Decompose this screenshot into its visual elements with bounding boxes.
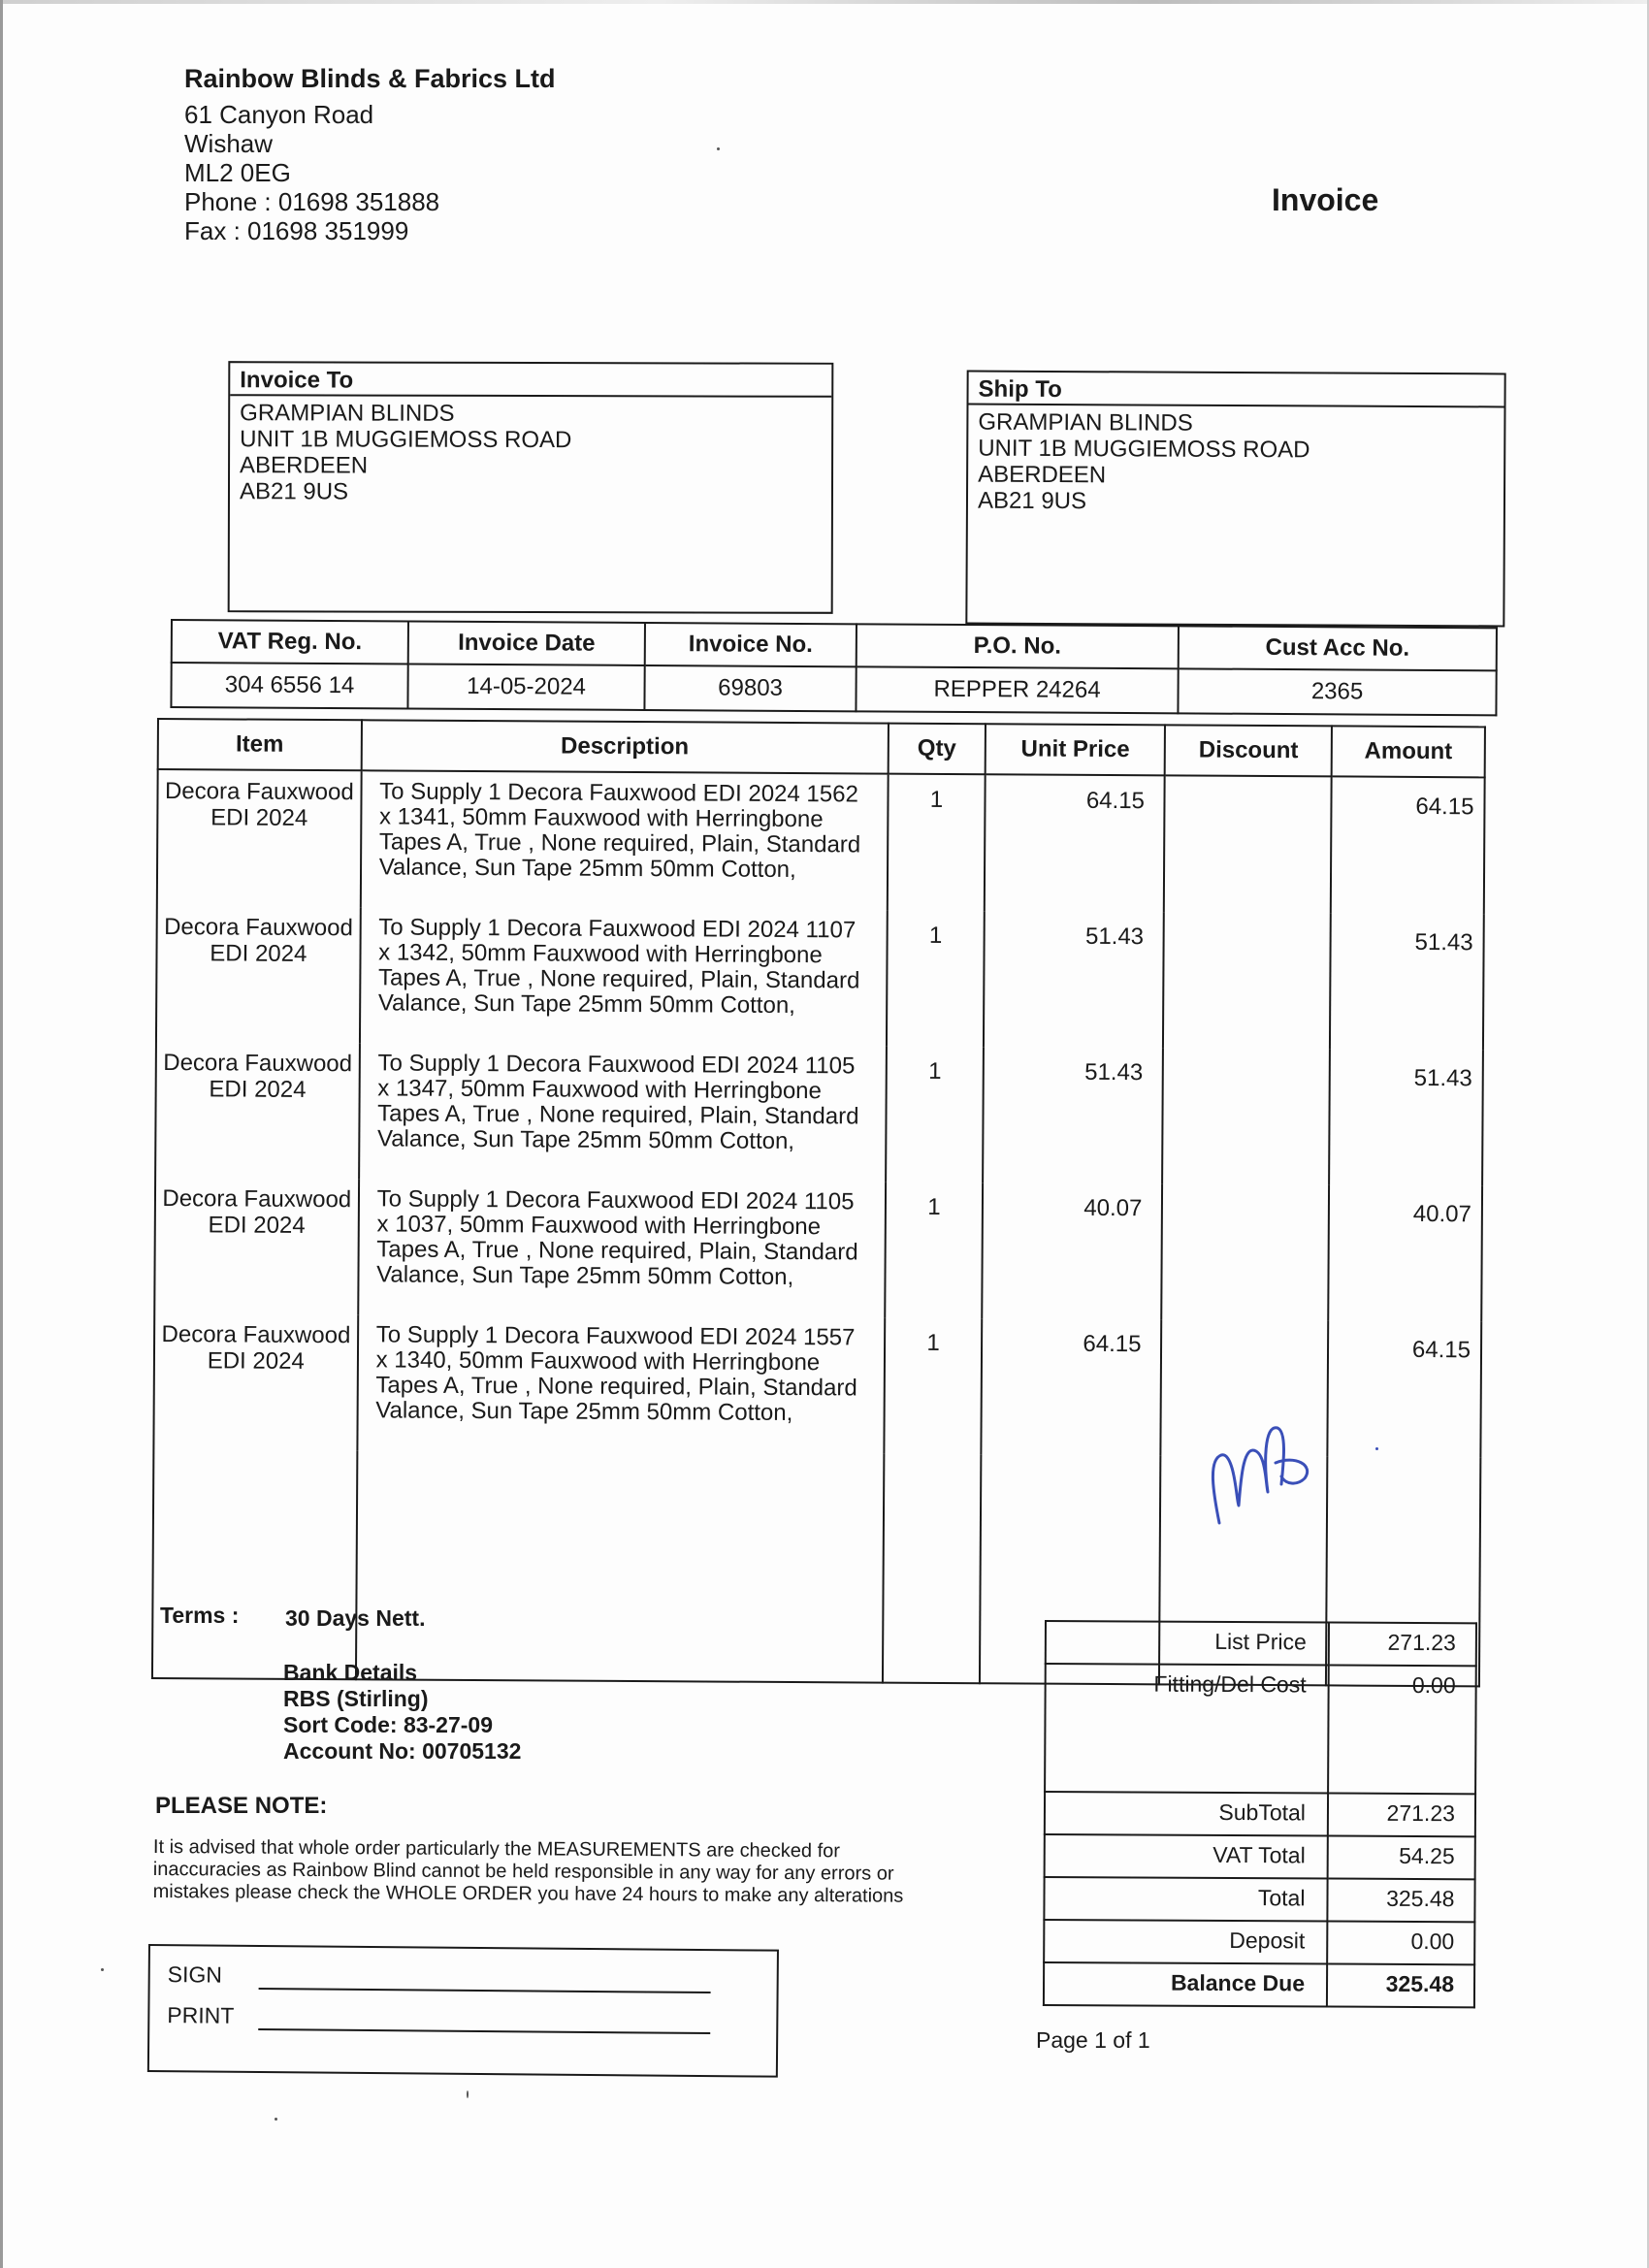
address-line: ABERDEEN xyxy=(240,452,369,479)
scan-speck xyxy=(467,2090,469,2098)
invoice-to-label: Invoice To xyxy=(230,363,831,398)
scan-speck xyxy=(717,147,720,150)
balance-due-value: 325.48 xyxy=(1327,1964,1474,2008)
amount-cell: 51.43 xyxy=(1329,1049,1483,1185)
fitting-value: 0.00 xyxy=(1328,1666,1476,1795)
desc-line: Valance, Sun Tape 25mm 50mm Cotton, xyxy=(375,1397,793,1427)
invoice-to-box xyxy=(228,361,834,614)
company-phone: Phone : 01698 351888 xyxy=(184,187,440,216)
subtotal-value: 271.23 xyxy=(1328,1794,1475,1837)
balance-due-label: Balance Due xyxy=(1044,1962,1327,2007)
amount-header: Amount xyxy=(1332,726,1485,777)
subtotal-row xyxy=(1045,1792,1475,1836)
qty-cell: 1 xyxy=(887,911,985,1048)
desc-line: Valance, Sun Tape 25mm 50mm Cotton, xyxy=(378,854,796,884)
description-cell xyxy=(358,1179,886,1317)
deposit-row xyxy=(1044,1920,1474,1964)
items-header-row xyxy=(158,719,1485,777)
unit-price-cell: 64.15 xyxy=(982,1318,1162,1455)
description-cell xyxy=(357,1314,885,1453)
table-row xyxy=(156,906,1484,1050)
total-value: 325.48 xyxy=(1327,1879,1474,1923)
desc-line: x 1340, 50mm Fauxwood with Herringbone xyxy=(375,1346,821,1377)
item-cell xyxy=(157,769,362,907)
table-row xyxy=(154,1178,1482,1321)
handwritten-initials-mb xyxy=(1208,1416,1324,1547)
empty-cell xyxy=(883,1454,982,1684)
invoice-no-header: Invoice No. xyxy=(645,623,857,666)
sign-print-box xyxy=(147,1944,779,2078)
unit-price-cell: 40.07 xyxy=(982,1183,1162,1319)
address-line: AB21 9US xyxy=(239,478,349,505)
account-number: Account No: 00705132 xyxy=(283,1738,522,1764)
vat-row xyxy=(1045,1834,1475,1879)
print-label: PRINT xyxy=(167,2002,235,2028)
qty-cell: 1 xyxy=(884,1318,982,1455)
company-name: Rainbow Blinds & Fabrics Ltd xyxy=(184,64,556,93)
desc-line: Valance, Sun Tape 25mm 50mm Cotton, xyxy=(376,1125,795,1155)
company-address-line: 61 Canyon Road xyxy=(184,100,374,129)
address-line: GRAMPIAN BLINDS xyxy=(240,400,455,427)
invoice-date-value: 14-05-2024 xyxy=(407,664,644,709)
invoice-info-table xyxy=(170,619,1498,716)
item-code: EDI 2024 xyxy=(207,1347,305,1375)
ship-to-address xyxy=(968,405,1504,521)
qty-header: Qty xyxy=(889,724,986,775)
item-cell xyxy=(154,1178,359,1314)
desc-line: x 1037, 50mm Fauxwood with Herringbone xyxy=(376,1211,822,1241)
item-cell xyxy=(153,1313,358,1450)
table-row xyxy=(157,769,1485,914)
description-cell xyxy=(360,907,888,1046)
company-address-line: Wishaw xyxy=(184,129,274,158)
company-address-line: ML2 0EG xyxy=(184,158,291,187)
desc-line: Tapes A, True , None required, Plain, Standard xyxy=(377,964,860,994)
item-name: Decora Fauxwood xyxy=(162,1185,352,1214)
item-code: EDI 2024 xyxy=(209,1076,307,1103)
desc-line: Tapes A, True , None required, Plain, Standard xyxy=(377,1100,859,1130)
unit-price-cell: 51.43 xyxy=(984,911,1164,1048)
item-name: Decora Fauxwood xyxy=(161,1321,351,1349)
fitting-label: Fitting/Del Cost xyxy=(1045,1664,1329,1794)
scan-edge-left xyxy=(0,0,3,2268)
table-row xyxy=(155,1042,1483,1185)
subtotal-label: SubTotal xyxy=(1045,1792,1328,1836)
item-header: Item xyxy=(158,719,362,770)
discount-cell xyxy=(1162,1183,1330,1320)
company-fax: Fax : 01698 351999 xyxy=(184,216,409,245)
qty-cell: 1 xyxy=(886,1047,984,1183)
desc-line: x 1342, 50mm Fauxwood with Herringbone xyxy=(378,939,823,969)
cust-acc-value: 2365 xyxy=(1178,668,1496,715)
desc-line: Tapes A, True , None required, Plain, Standard xyxy=(375,1372,857,1402)
description-header: Description xyxy=(361,720,888,773)
bank-details xyxy=(283,1660,521,1765)
po-no-header: P.O. No. xyxy=(857,624,1179,668)
item-name: Decora Fauxwood xyxy=(164,914,353,942)
total-row xyxy=(1044,1877,1474,1922)
fitting-row xyxy=(1045,1664,1476,1794)
unit-price-cell: 51.43 xyxy=(983,1047,1163,1183)
scan-edge-top xyxy=(0,0,1649,4)
vat-label: VAT Total xyxy=(1045,1834,1328,1879)
ink-speck xyxy=(1375,1447,1378,1450)
please-note-title: PLEASE NOTE: xyxy=(155,1793,328,1819)
note-line: It is advised that whole order particularly the MEASUREMENTS are checked for xyxy=(152,1836,841,1863)
totals-table xyxy=(1043,1620,1477,2008)
list-price-label: List Price xyxy=(1046,1621,1329,1666)
terms-value: 30 Days Nett. xyxy=(285,1605,426,1631)
print-field[interactable] xyxy=(258,2028,710,2034)
sign-field[interactable] xyxy=(259,1988,711,1993)
deposit-value: 0.00 xyxy=(1327,1922,1474,1965)
desc-line: To Supply 1 Decora Fauxwood EDI 2024 1105 xyxy=(377,1050,856,1080)
address-line: AB21 9US xyxy=(977,487,1087,515)
amount-cell: 64.15 xyxy=(1328,1320,1482,1457)
unit-price-header: Unit Price xyxy=(986,724,1166,775)
amount-cell: 51.43 xyxy=(1330,913,1484,1050)
empty-cell xyxy=(152,1449,357,1679)
document-title: Invoice xyxy=(1272,182,1379,217)
desc-line: Tapes A, True , None required, Plain, Standard xyxy=(378,828,861,859)
desc-line: To Supply 1 Decora Fauxwood EDI 2024 1105 xyxy=(376,1185,855,1215)
empty-cell xyxy=(356,1450,885,1682)
item-code: EDI 2024 xyxy=(208,1212,306,1239)
ship-to-label: Ship To xyxy=(969,373,1504,408)
sign-label: SIGN xyxy=(167,1961,223,1988)
discount-cell xyxy=(1164,775,1332,913)
cust-acc-header: Cust Acc No. xyxy=(1179,626,1497,670)
po-no-value: REPPER 24264 xyxy=(856,666,1178,713)
address-line: UNIT 1B MUGGIEMOSS ROAD xyxy=(240,426,572,454)
item-name: Decora Fauxwood xyxy=(164,778,354,806)
invoice-no-value: 69803 xyxy=(644,665,856,711)
vat-value: 54.25 xyxy=(1328,1836,1475,1880)
discount-header: Discount xyxy=(1165,725,1332,776)
bank-name: RBS (Stirling) xyxy=(283,1686,429,1711)
invoice-date-header: Invoice Date xyxy=(408,621,645,664)
scan-speck xyxy=(101,1968,104,1971)
desc-line: To Supply 1 Decora Fauxwood EDI 2024 1107 xyxy=(378,914,857,944)
desc-line: x 1347, 50mm Fauxwood with Herringbone xyxy=(377,1075,822,1105)
discount-cell xyxy=(1163,912,1331,1049)
vat-reg-header: VAT Reg. No. xyxy=(172,620,408,664)
qty-cell: 1 xyxy=(888,774,986,912)
info-value-row xyxy=(171,663,1496,715)
note-line: inaccuracies as Rainbow Blind cannot be held responsible in any way for any errors or xyxy=(152,1858,894,1885)
address-line: UNIT 1B MUGGIEMOSS ROAD xyxy=(978,435,1310,464)
desc-line: To Supply 1 Decora Fauxwood EDI 2024 1562 xyxy=(379,778,858,808)
desc-line: x 1341, 50mm Fauxwood with Herringbone xyxy=(378,803,824,833)
balance-due-row xyxy=(1044,1962,1474,2007)
vat-reg-value: 304 6556 14 xyxy=(171,663,407,708)
total-label: Total xyxy=(1044,1877,1327,1922)
address-line: GRAMPIAN BLINDS xyxy=(978,408,1193,437)
desc-line: To Supply 1 Decora Fauxwood EDI 2024 1557 xyxy=(375,1321,856,1351)
please-note-body xyxy=(153,1836,1046,1909)
desc-line: Valance, Sun Tape 25mm 50mm Cotton, xyxy=(377,989,795,1020)
item-name: Decora Fauxwood xyxy=(163,1050,353,1078)
description-cell xyxy=(360,770,888,910)
amount-cell: 40.07 xyxy=(1328,1184,1482,1321)
item-cell xyxy=(155,1042,360,1179)
ship-to-box xyxy=(965,371,1505,628)
desc-line: Valance, Sun Tape 25mm 50mm Cotton, xyxy=(376,1261,794,1291)
bank-details-title: Bank Details xyxy=(283,1660,418,1685)
scan-speck xyxy=(275,2118,277,2121)
note-line: mistakes please check the WHOLE ORDER you have 24 hours to make any alterations xyxy=(152,1880,904,1907)
desc-line: Tapes A, True , None required, Plain, Standard xyxy=(376,1236,858,1266)
qty-cell: 1 xyxy=(885,1183,983,1319)
item-code: EDI 2024 xyxy=(210,804,308,831)
company-header xyxy=(184,64,556,245)
list-price-row xyxy=(1046,1621,1476,1666)
sort-code: Sort Code: 83-27-09 xyxy=(283,1712,494,1737)
list-price-value: 271.23 xyxy=(1329,1623,1476,1667)
terms-label: Terms : xyxy=(160,1603,240,1628)
description-cell xyxy=(359,1043,887,1182)
address-line: ABERDEEN xyxy=(978,461,1107,489)
item-code: EDI 2024 xyxy=(210,940,307,967)
item-cell xyxy=(156,906,361,1043)
deposit-label: Deposit xyxy=(1044,1920,1327,1964)
invoice-to-address xyxy=(230,396,831,510)
unit-price-cell: 64.15 xyxy=(985,774,1165,912)
page-number: Page 1 of 1 xyxy=(1036,2027,1150,2053)
amount-cell: 64.15 xyxy=(1331,776,1485,914)
discount-cell xyxy=(1163,1048,1331,1184)
